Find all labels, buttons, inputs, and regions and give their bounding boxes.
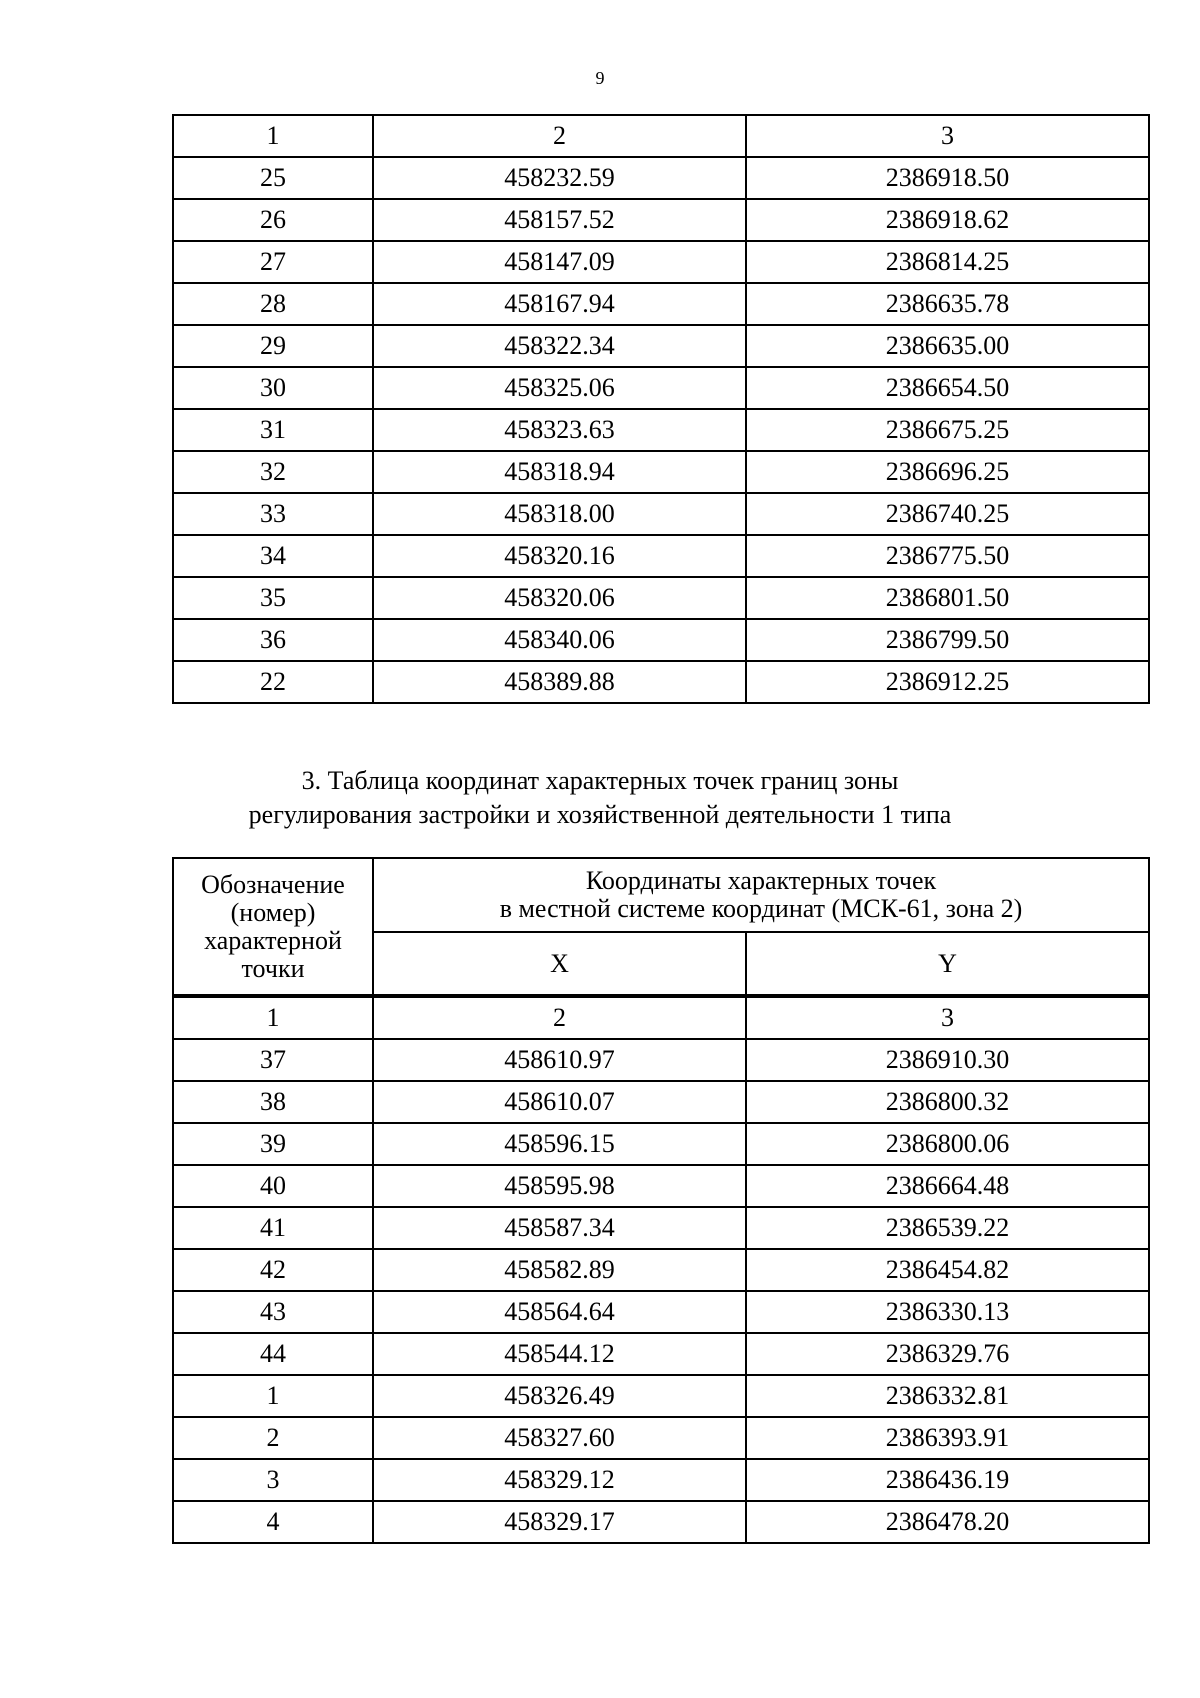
point-number: 41 bbox=[173, 1207, 373, 1249]
y-coordinate: 2386918.62 bbox=[746, 199, 1149, 241]
section-title bbox=[0, 764, 1200, 832]
x-coordinate: 458325.06 bbox=[373, 367, 746, 409]
x-coordinate: 458323.63 bbox=[373, 409, 746, 451]
y-coordinate: 2386800.32 bbox=[746, 1081, 1149, 1123]
point-number: 36 bbox=[173, 619, 373, 661]
point-number: 3 bbox=[173, 1459, 373, 1501]
table-row bbox=[173, 1333, 1149, 1375]
table-cell: 3 bbox=[746, 115, 1149, 157]
point-number: 4 bbox=[173, 1501, 373, 1543]
table-row bbox=[173, 1375, 1149, 1417]
coordinates-table-zone bbox=[172, 857, 1150, 1544]
table-row bbox=[173, 283, 1149, 325]
point-number: 27 bbox=[173, 241, 373, 283]
table-row bbox=[173, 199, 1149, 241]
point-number: 35 bbox=[173, 577, 373, 619]
table-row bbox=[173, 325, 1149, 367]
x-coordinate: 458318.94 bbox=[373, 451, 746, 493]
table-row bbox=[173, 1123, 1149, 1165]
point-number: 29 bbox=[173, 325, 373, 367]
table-row bbox=[173, 157, 1149, 199]
x-coordinate: 458340.06 bbox=[373, 619, 746, 661]
y-coordinate: 2386635.78 bbox=[746, 283, 1149, 325]
y-coordinate: 2386696.25 bbox=[746, 451, 1149, 493]
table-row bbox=[173, 1165, 1149, 1207]
table-row bbox=[173, 577, 1149, 619]
y-coordinate: 2386478.20 bbox=[746, 1501, 1149, 1543]
x-coordinate: 458232.59 bbox=[373, 157, 746, 199]
point-number: 37 bbox=[173, 1039, 373, 1081]
point-number: 32 bbox=[173, 451, 373, 493]
x-coordinate: 458596.15 bbox=[373, 1123, 746, 1165]
y-coordinate: 2386675.25 bbox=[746, 409, 1149, 451]
x-coordinate: 458322.34 bbox=[373, 325, 746, 367]
table-row bbox=[173, 241, 1149, 283]
table-header-row bbox=[173, 858, 1149, 932]
table-row bbox=[173, 1207, 1149, 1249]
table-row bbox=[173, 619, 1149, 661]
x-coordinate: 458329.12 bbox=[373, 1459, 746, 1501]
point-number: 30 bbox=[173, 367, 373, 409]
x-coordinate: 458389.88 bbox=[373, 661, 746, 703]
x-coordinate: 458587.34 bbox=[373, 1207, 746, 1249]
table-row bbox=[173, 451, 1149, 493]
coordinates-table-continued bbox=[172, 114, 1150, 704]
table-row bbox=[173, 1081, 1149, 1123]
x-coordinate: 458320.16 bbox=[373, 535, 746, 577]
y-coordinate: 2386664.48 bbox=[746, 1165, 1149, 1207]
point-number: 38 bbox=[173, 1081, 373, 1123]
point-number: 34 bbox=[173, 535, 373, 577]
y-coordinate: 2386436.19 bbox=[746, 1459, 1149, 1501]
x-coordinate: 458564.64 bbox=[373, 1291, 746, 1333]
x-coordinate: 458610.07 bbox=[373, 1081, 746, 1123]
coordinates-header: Координаты характерных точек в местной системе координат (МСК-61, зона 2) bbox=[373, 858, 1149, 932]
y-coordinate: 2386329.76 bbox=[746, 1333, 1149, 1375]
y-coordinate: 2386801.50 bbox=[746, 577, 1149, 619]
table-row bbox=[173, 1417, 1149, 1459]
point-number: 33 bbox=[173, 493, 373, 535]
point-number: 2 bbox=[173, 1417, 373, 1459]
x-coordinate: 458326.49 bbox=[373, 1375, 746, 1417]
point-number: 31 bbox=[173, 409, 373, 451]
table-cell: 2 bbox=[373, 996, 746, 1039]
table-numbering-row bbox=[173, 996, 1149, 1039]
y-coordinate: 2386800.06 bbox=[746, 1123, 1149, 1165]
y-coordinate: 2386539.22 bbox=[746, 1207, 1149, 1249]
page-number: 9 bbox=[595, 68, 605, 88]
table-row bbox=[173, 1501, 1149, 1543]
point-number: 39 bbox=[173, 1123, 373, 1165]
section-title-line: регулирования застройки и хозяйственной деятельности 1 типа bbox=[248, 800, 952, 829]
x-coordinate: 458544.12 bbox=[373, 1333, 746, 1375]
point-number: 28 bbox=[173, 283, 373, 325]
point-number: 26 bbox=[173, 199, 373, 241]
table-row bbox=[173, 535, 1149, 577]
y-coordinate: 2386910.30 bbox=[746, 1039, 1149, 1081]
point-number: 42 bbox=[173, 1249, 373, 1291]
point-number: 44 bbox=[173, 1333, 373, 1375]
table-row bbox=[173, 1249, 1149, 1291]
x-coordinate: 458582.89 bbox=[373, 1249, 746, 1291]
table-cell: 2 bbox=[373, 115, 746, 157]
table-cell: 1 bbox=[173, 996, 373, 1039]
point-number: 40 bbox=[173, 1165, 373, 1207]
y-coordinate: 2386799.50 bbox=[746, 619, 1149, 661]
table-row bbox=[173, 661, 1149, 703]
y-coordinate: 2386454.82 bbox=[746, 1249, 1149, 1291]
x-coordinate: 458610.97 bbox=[373, 1039, 746, 1081]
point-number: 43 bbox=[173, 1291, 373, 1333]
point-number: 1 bbox=[173, 1375, 373, 1417]
x-coordinate: 458167.94 bbox=[373, 283, 746, 325]
x-coordinate: 458318.00 bbox=[373, 493, 746, 535]
x-coordinate: 458329.17 bbox=[373, 1501, 746, 1543]
table-row bbox=[173, 1291, 1149, 1333]
table-row bbox=[173, 1459, 1149, 1501]
x-coordinate: 458595.98 bbox=[373, 1165, 746, 1207]
y-coordinate: 2386775.50 bbox=[746, 535, 1149, 577]
y-coordinate: 2386814.25 bbox=[746, 241, 1149, 283]
y-coordinate: 2386393.91 bbox=[746, 1417, 1149, 1459]
y-coordinate: 2386912.25 bbox=[746, 661, 1149, 703]
table-numbering-row bbox=[173, 115, 1149, 157]
point-number: 22 bbox=[173, 661, 373, 703]
table-row bbox=[173, 409, 1149, 451]
y-coordinate: 2386330.13 bbox=[746, 1291, 1149, 1333]
x-coordinate: 458157.52 bbox=[373, 199, 746, 241]
y-column-header: Y bbox=[746, 932, 1149, 996]
y-coordinate: 2386332.81 bbox=[746, 1375, 1149, 1417]
x-column-header: X bbox=[373, 932, 746, 996]
table-cell: 1 bbox=[173, 115, 373, 157]
x-coordinate: 458327.60 bbox=[373, 1417, 746, 1459]
section-title-line: 3. Таблица координат характерных точек границ зоны bbox=[301, 766, 899, 795]
y-coordinate: 2386918.50 bbox=[746, 157, 1149, 199]
table-row bbox=[173, 367, 1149, 409]
table-row bbox=[173, 1039, 1149, 1081]
y-coordinate: 2386740.25 bbox=[746, 493, 1149, 535]
point-number: 25 bbox=[173, 157, 373, 199]
point-designation-header: Обозначение (номер) характерной точки bbox=[173, 858, 373, 996]
y-coordinate: 2386654.50 bbox=[746, 367, 1149, 409]
table-cell: 3 bbox=[746, 996, 1149, 1039]
table-row bbox=[173, 493, 1149, 535]
x-coordinate: 458320.06 bbox=[373, 577, 746, 619]
y-coordinate: 2386635.00 bbox=[746, 325, 1149, 367]
x-coordinate: 458147.09 bbox=[373, 241, 746, 283]
